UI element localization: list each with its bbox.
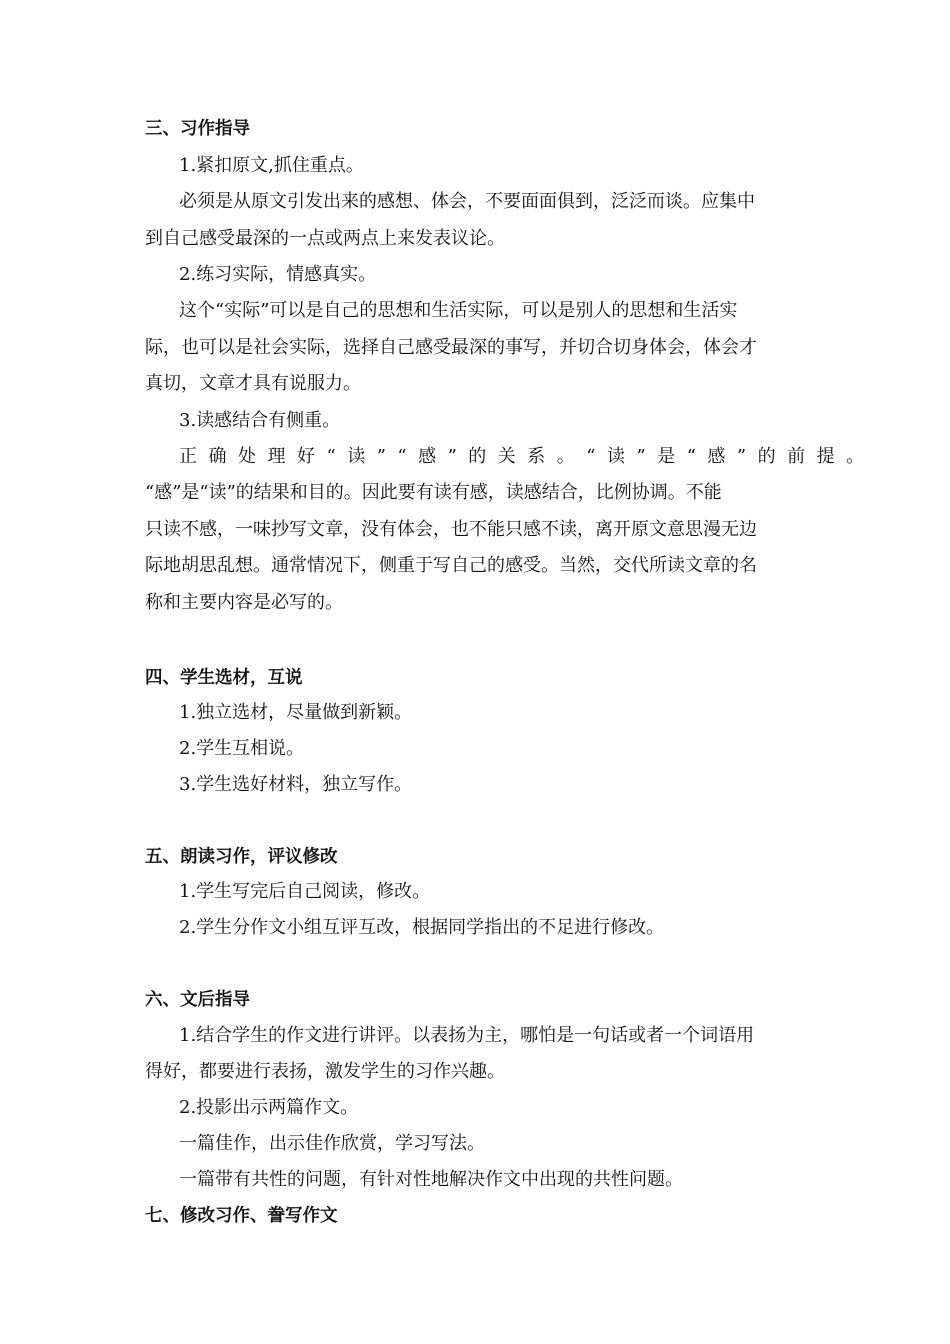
paragraph-line: 际，也可以是社会实际，选择自己感受最深的事写，并切合切身体会，体会才 [145, 337, 757, 358]
section-heading-4: 四、学生选材，互说 [145, 668, 303, 688]
paragraph-line: 一篇带有共性的问题，有针对性地解决作文中出现的共性问题。 [179, 1169, 683, 1190]
paragraph-line: 1.紧扣原文,抓住重点。 [179, 155, 364, 176]
section-heading-7: 七、修改习作、誊写作文 [145, 1206, 338, 1226]
paragraph-line: 2.练习实际，情感真实。 [179, 264, 377, 285]
paragraph-line: 2.投影出示两篇作文。 [179, 1097, 359, 1118]
section-heading-5: 五、朗读习作，评议修改 [145, 847, 338, 867]
section-heading-6: 六、文后指导 [145, 990, 250, 1010]
paragraph-line: 正确处理好“读”“感”的关系。“读”是“感”的前提。 [179, 446, 876, 467]
paragraph-line: 际地胡思乱想。通常情况下，侧重于写自己的感受。当然，交代所读文章的名 [145, 555, 757, 576]
paragraph-line: 一篇佳作，出示佳作欣赏，学习写法。 [179, 1133, 485, 1154]
paragraph-line: 2.学生互相说。 [179, 738, 305, 759]
paragraph-line: 必须是从原文引发出来的感想、体会，不要面面俱到，泛泛而谈。应集中 [179, 191, 755, 212]
paragraph-line: 到自己感受最深的一点或两点上来发表议论。 [145, 228, 505, 249]
paragraph-line: 1.独立选材，尽量做到新颖。 [179, 702, 413, 723]
paragraph-line: 只读不感，一味抄写文章，没有体会，也不能只感不读，离开原文意思漫无边 [145, 519, 757, 540]
paragraph-line: 1.学生写完后自己阅读，修改。 [179, 881, 431, 902]
paragraph-line: 这个“实际”可以是自己的思想和生活实际，可以是别人的思想和生活实 [179, 300, 738, 321]
paragraph-line: 称和主要内容是必写的。 [145, 592, 343, 613]
paragraph-line: “感”是“读”的结果和目的。因此要有读有感，读感结合，比例协调。不能 [145, 482, 722, 503]
section-heading-3: 三、习作指导 [145, 119, 250, 139]
paragraph-line: 3.学生选好材料，独立写作。 [179, 774, 413, 795]
paragraph-line: 2.学生分作文小组互评互改，根据同学指出的不足进行修改。 [179, 917, 665, 938]
paragraph-line: 真切，文章才具有说服力。 [145, 373, 361, 394]
paragraph-line: 得好，都要进行表扬，激发学生的习作兴趣。 [145, 1061, 505, 1082]
paragraph-line: 1.结合学生的作文进行讲评。以表扬为主，哪怕是一句话或者一个词语用 [179, 1025, 755, 1046]
paragraph-line: 3.读感结合有侧重。 [179, 410, 341, 431]
